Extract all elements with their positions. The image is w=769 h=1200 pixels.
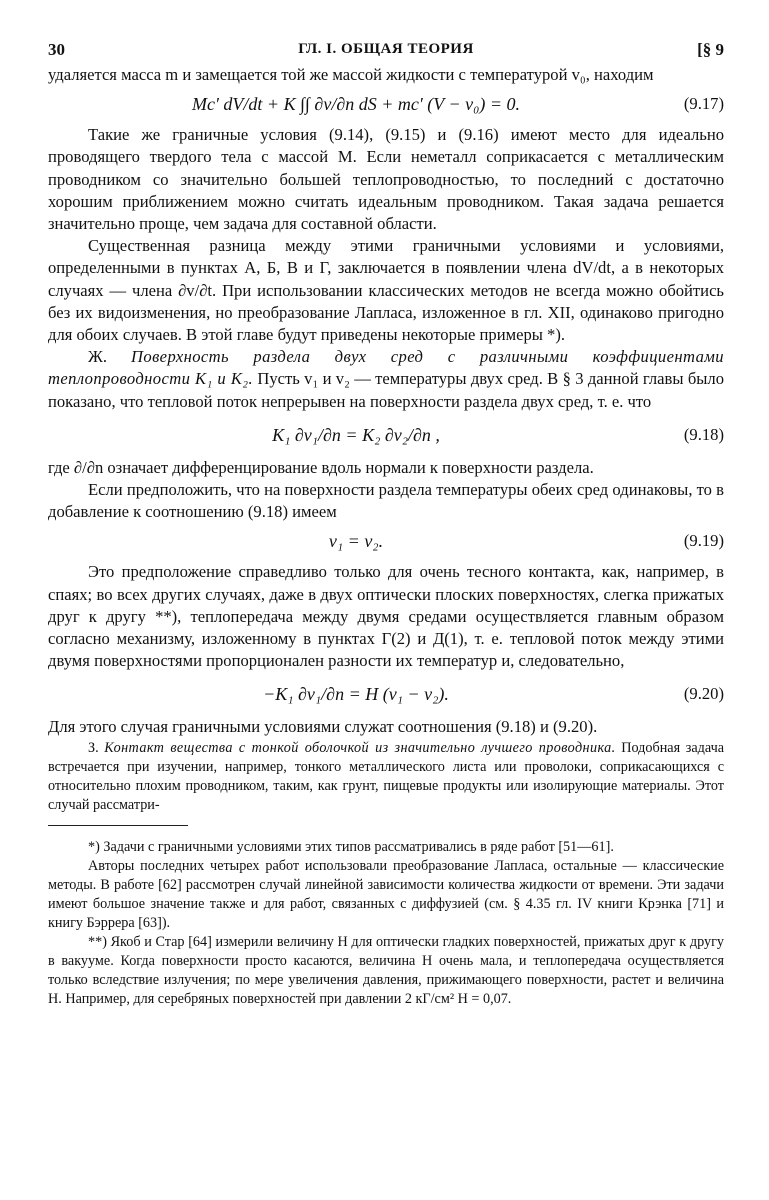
item-letter: З. — [88, 739, 99, 756]
footnote-1: *) Задачи с граничными условиями этих типов рассматривались в ряде работ [51—61]. — [88, 838, 614, 855]
paragraph-7: Это предположение справедливо только для очень тесного контакта, как, например, в спаях; во всех других случаях, даже в двух оптически плоских поверхностях, слегка прижатых друг к другу **), теплопередача между двумя средами осуществляется главным образом согласно механизму, изложенному в пунктах Г(2) и Д(1), т. е. тепловой поток между этими двумя поверхностями пропорционален разности их температур и, следовательно, — [48, 562, 724, 671]
paragraph-6: Если предположить, что на поверхности раздела температуры обеих сред одинаковы, то в добавление к соотношению (9.18) имеем — [48, 480, 724, 522]
equation-formula: −K₁ ∂v₁/∂n = H (v₁ − v₂). — [263, 684, 449, 705]
paragraph-4 — [48, 346, 724, 413]
paragraph-3: Существенная разница между этими граничными условиями и условиями, определенными в пунктах А, Б, В и Г, заключается в появлении члена dV/dt, а в некоторых случаях — члена ∂v/∂t. При использовании классических методов не всегда можно обойтись без их видоизменения, но преобразование Лапласа, изложенное в гл. XII, одинаково пригодно для обоих случаев. В этой главе будут приведены некоторые примеры *). — [48, 236, 724, 345]
footnote-1-continued: Авторы последних четырех работ использовали преобразование Лапласа, остальные — классические методы. В работе [62] рассмотрен случай линейной зависимости количества жидкости от времени. Эти задачи имеют большое значение также и для работ, связанных с диффузией (см. § 4.35 гл. IV книги Крэнка [71] и книгу Бэррера [63]). — [48, 857, 724, 931]
paragraph-8: Для этого случая граничными условиями служат соотношения (9.18) и (9.20). — [48, 717, 598, 737]
paragraph-1: удаляется масса m и замещается той же массой жидкости с температурой v₀, находим — [48, 65, 654, 84]
item-title: Поверхность раздела двух сред с различными коэффициентами теплопроводности K₁ и K₂. — [48, 347, 724, 389]
equation-number: (9.18) — [683, 424, 724, 444]
equation-number: (9.20) — [683, 684, 724, 704]
equation-9-20 — [48, 672, 724, 716]
equation-formula: K₁ ∂v₁/∂n = K₂ ∂v₂/∂n , — [272, 424, 440, 445]
equation-9-18 — [48, 413, 724, 457]
footnote-2: **) Якоб и Стар [64] измерили величину H для оптически гладких поверхностей, прижатых друг к другу в вакууме. Когда поверхности просто касаются, величина H очень мала, и теплопередача осуществляется только вследствие излучения; по мере увеличения давления, прижимающего поверхности, растет и величина H. Например, для серебряных поверхностей при давлении 2 кГ/см² H = 0,07. — [48, 933, 724, 1007]
book-page — [48, 40, 724, 1009]
paragraph-5: где ∂/∂n означает дифференцирование вдоль нормали к поверхности раздела. — [48, 457, 594, 477]
equation-number: (9.17) — [683, 94, 724, 114]
page-number: 30 — [48, 40, 65, 59]
paragraph-9 — [48, 739, 724, 815]
paragraph-2: Такие же граничные условия (9.14), (9.15) и (9.16) имеют место для идеально проводящего твердого тела с массой M. Если неметалл соприкасается с металлическим проводником со значительно большей теплопроводностью, то последний с достаточно хорошим приближением можно считать идеальным проводником. Такая задача решается значительно проще, чем задача для составной области. — [48, 125, 724, 234]
equation-number: (9.19) — [683, 531, 724, 551]
item-text: Пусть v₁ и v₂ — температуры двух сред. В § 3 данной главы было показано, что тепловой поток непрерывен на поверхности раздела двух сред, т. е. что — [48, 369, 725, 411]
footnote-divider — [48, 825, 188, 826]
section-marker: [§ 9 — [697, 40, 724, 59]
item-text: Подобная задача встречается при изучении, например, тонкого металлического листа или проволоки, соприкасающихся с относительно плохим проводником, таким, как грунт, пищевые продукты или изолирующие материалы. Этот случай рассматри- — [48, 739, 725, 813]
small-print-block — [48, 739, 724, 815]
item-letter: Ж. — [88, 347, 108, 367]
equation-formula: Mc′ dV/dt + K ∫∫ ∂v/∂n dS + mc′ (V − v₀) = 0. — [192, 94, 520, 115]
footnotes — [48, 838, 724, 1009]
running-header — [48, 40, 724, 64]
chapter-title: ГЛ. I. ОБЩАЯ ТЕОРИЯ — [298, 41, 474, 57]
equation-9-19 — [48, 523, 724, 561]
equation-9-17 — [48, 86, 724, 124]
item-title: Контакт вещества с тонкой оболочкой из значительно лучшего проводника. — [104, 739, 616, 756]
equation-formula: v₁ = v₂. — [328, 531, 384, 552]
